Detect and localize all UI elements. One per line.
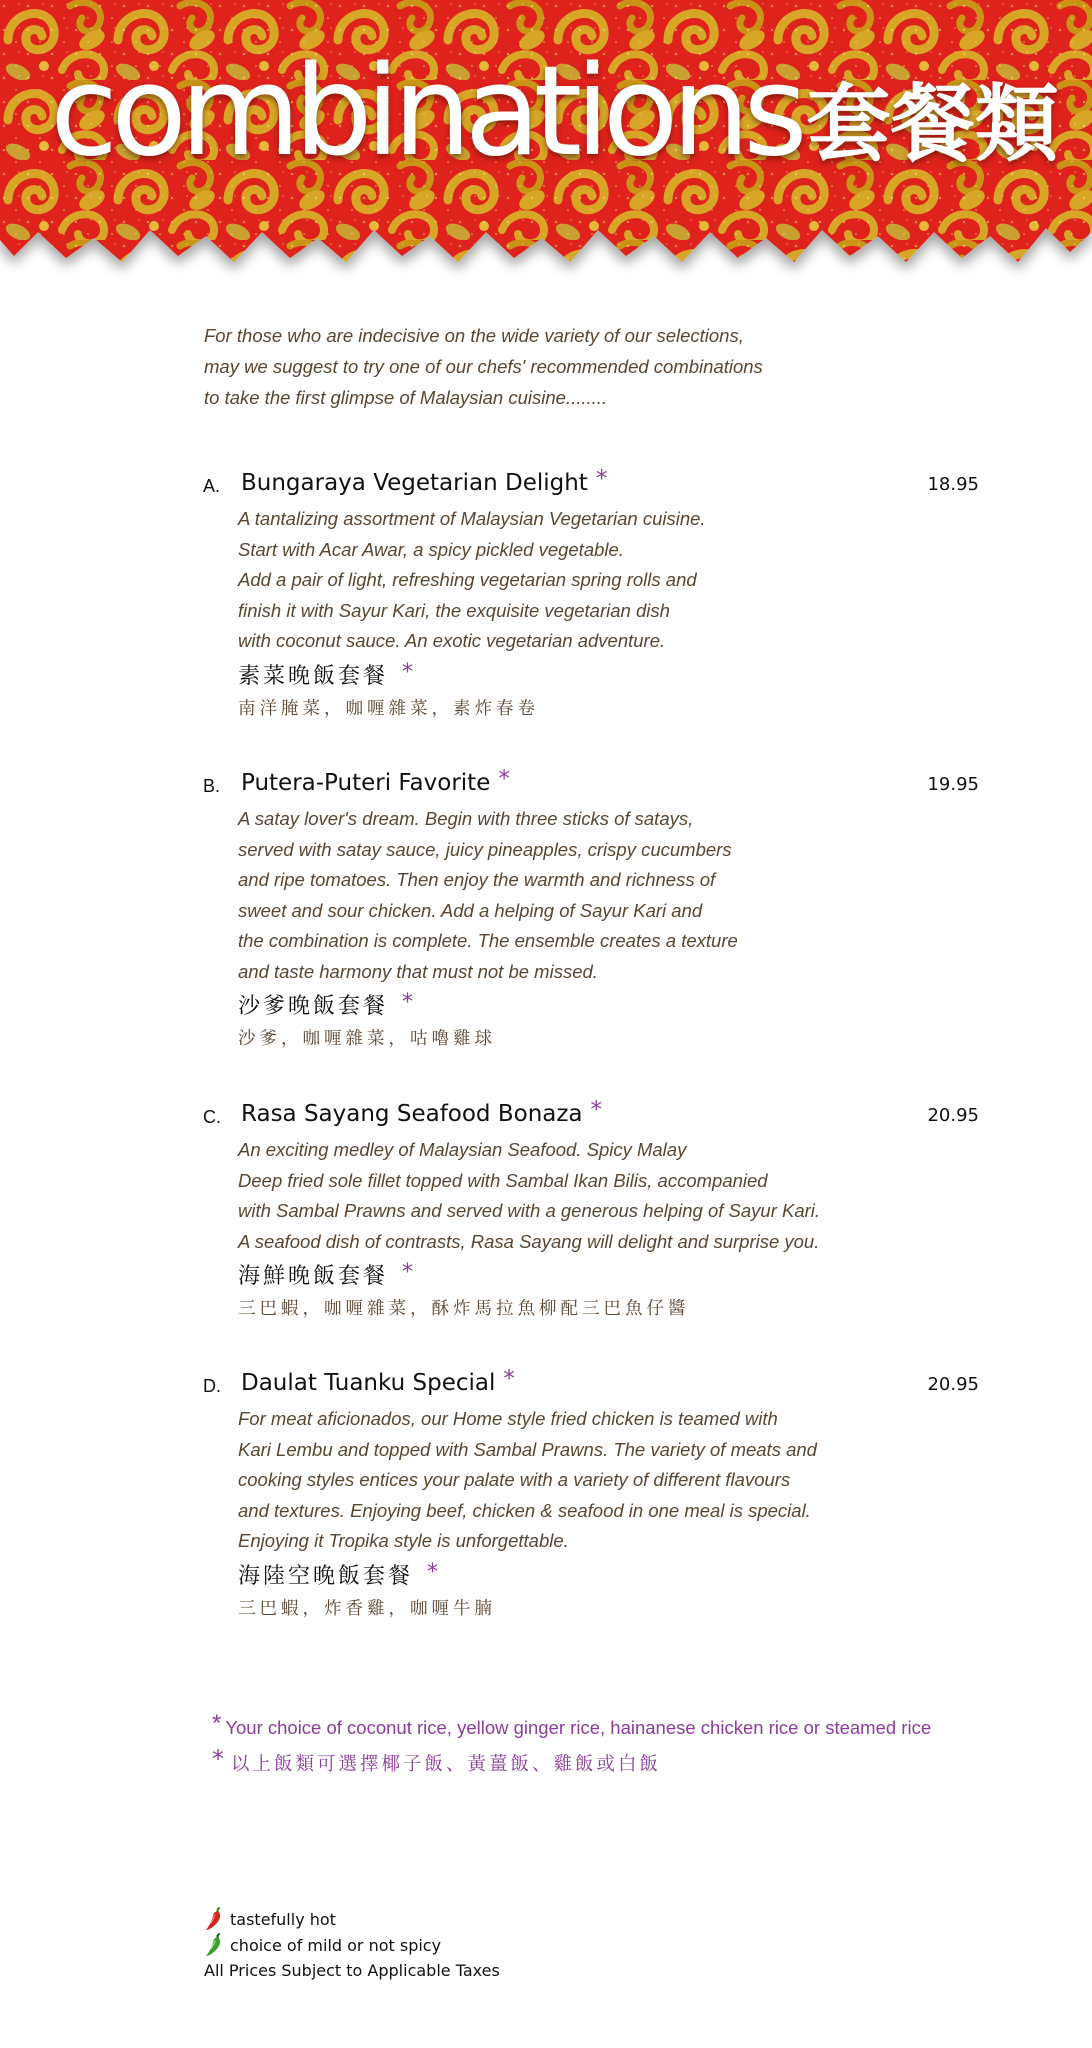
description-line: Start with Acar Awar, a spicy pickled vegetable.	[238, 538, 624, 560]
spice-legend	[204, 1906, 500, 1984]
taxes-note: All Prices Subject to Applicable Taxes	[204, 1961, 500, 1980]
description-line: A tantalizing assortment of Malaysian Vegetarian cuisine.	[238, 508, 706, 529]
intro-line: may we suggest to try one of our chefs' recommended combinations	[204, 356, 763, 377]
chinese-title	[238, 1561, 979, 1593]
description-line: Deep fried sole fillet topped with Sambal Ikan Bilis, accompanied	[238, 1169, 768, 1191]
description-line: Add a pair of light, refreshing vegetarian spring rolls and	[238, 569, 697, 590]
chinese-title-text: 海陸空晚飯套餐	[238, 1563, 414, 1589]
star-marker: *	[427, 1559, 439, 1585]
item-body	[238, 1404, 979, 1625]
item-price: 19.95	[927, 774, 979, 795]
description-line: with Sambal Prawns and served with a generous helping of Sayur Kari.	[238, 1200, 821, 1221]
item-name-text: Putera-Puteri Favorite	[241, 770, 491, 796]
item-letter: D.	[203, 1376, 221, 1396]
banner-title	[50, 34, 1059, 184]
item-price: 20.95	[927, 1374, 979, 1395]
chinese-title	[238, 1261, 979, 1293]
star-marker: *	[595, 466, 608, 492]
chinese-title	[238, 661, 979, 693]
description-line: and ripe tomatoes. Then enjoy the warmth and richness of	[238, 869, 716, 890]
chinese-subtitle: 三巴蝦，咖喱雜菜，酥炸馬拉魚柳配三巴魚仔醬	[238, 1299, 690, 1319]
menu-item-a	[203, 466, 979, 725]
chinese-title-text: 素菜晚飯套餐	[238, 663, 389, 689]
chinese-title-text: 沙爹晚飯套餐	[238, 994, 389, 1019]
intro-line: For those who are indecisive on the wide variety of our selections,	[204, 325, 744, 346]
menu-item-c	[203, 1097, 979, 1325]
item-header	[203, 466, 979, 504]
menu-item-b	[203, 766, 979, 1055]
legend-mild	[204, 1932, 500, 1958]
footnote-english-text: Your choice of coconut rice, yellow ginger rice, hainanese chicken rice or steamed rice	[225, 1717, 932, 1738]
item-letter: C.	[203, 1107, 221, 1127]
description-line: An exciting medley of Malaysian Seafood. Spicy Malay	[238, 1139, 687, 1160]
title-english: combinations	[50, 40, 801, 184]
title-chinese: 套餐類	[806, 75, 1059, 173]
intro-line: to take the first glimpse of Malaysian cuisine........	[204, 387, 608, 408]
item-name-text: Rasa Sayang Seafood Bonaza	[241, 1101, 583, 1127]
star-marker: *	[590, 1097, 603, 1123]
description-line: and textures. Enjoying beef, chicken & seafood in one meal is special.	[238, 1499, 811, 1521]
item-name	[241, 466, 608, 496]
description-line: cooking styles entices your palate with a variety of different flavours	[238, 1469, 791, 1490]
footnote-chinese-text: 以上飯類可選擇椰子飯、黃薑飯、雞飯或白飯	[231, 1754, 662, 1775]
footnote-chinese	[212, 1745, 1072, 1782]
chinese-subtitle: 南洋腌菜，咖喱雜菜，素炸春卷	[238, 698, 539, 719]
description-line: sweet and sour chicken. Add a helping of Sayur Kari and	[238, 899, 703, 921]
chinese-subtitle: 三巴蝦，炸香雞，咖喱牛腩	[238, 1598, 496, 1619]
description-line: Enjoying it Tropika style is unforgettable.	[238, 1530, 569, 1551]
description-line: and taste harmony that must not be missed.	[238, 960, 598, 982]
item-price: 18.95	[927, 474, 979, 495]
star-marker: *	[402, 659, 414, 685]
description-line: served with satay sauce, juicy pineapples, crispy cucumbers	[238, 838, 732, 860]
header-banner	[0, 0, 1092, 290]
green-chili-icon	[204, 1932, 226, 1958]
footnote-english	[212, 1710, 1072, 1745]
legend-hot-label: tastefully hot	[230, 1909, 336, 1929]
star-marker: *	[212, 1710, 222, 1737]
star-marker: *	[498, 766, 510, 792]
red-chili-icon	[204, 1906, 226, 1932]
legend-mild-label: choice of mild or not spicy	[230, 1935, 442, 1955]
menu-item-d	[203, 1366, 979, 1625]
chinese-subtitle: 沙爹，咖喱雜菜，咕嚕雞球	[238, 1029, 496, 1049]
item-name	[241, 1097, 603, 1127]
star-marker: *	[402, 990, 414, 1015]
item-header	[203, 1366, 979, 1404]
star-marker: *	[402, 1260, 414, 1285]
item-name	[241, 1366, 515, 1396]
description-line: A satay lover's dream. Begin with three sticks of satays,	[238, 808, 694, 829]
chinese-title	[238, 991, 979, 1023]
item-header	[203, 1097, 979, 1135]
description-line: A seafood dish of contrasts, Rasa Sayang will delight and surprise you.	[238, 1230, 820, 1252]
star-marker: *	[212, 1745, 227, 1773]
star-marker: *	[503, 1366, 515, 1392]
item-name-text: Daulat Tuanku Special	[241, 1370, 496, 1396]
item-name	[241, 766, 510, 796]
item-letter: A.	[203, 476, 221, 496]
item-name-text: Bungaraya Vegetarian Delight	[241, 470, 588, 496]
chinese-title-text: 海鮮晚飯套餐	[238, 1264, 389, 1289]
description-line: the combination is complete. The ensemble creates a texture	[238, 930, 738, 951]
item-body	[238, 1135, 979, 1325]
legend-hot	[204, 1906, 500, 1932]
item-letter: B.	[203, 776, 221, 796]
intro-paragraph	[204, 320, 864, 413]
description-line: For meat aficionados, our Home style fried chicken is teamed with	[238, 1408, 778, 1429]
item-price: 20.95	[927, 1105, 979, 1126]
description-line: finish it with Sayur Kari, the exquisite vegetarian dish	[238, 599, 670, 621]
rice-choice-footnote	[212, 1710, 1072, 1782]
item-body	[238, 804, 979, 1055]
item-header	[203, 766, 979, 804]
item-body	[238, 504, 979, 725]
description-line: Kari Lembu and topped with Sambal Prawns. The variety of meats and	[238, 1438, 817, 1460]
description-line: with coconut sauce. An exotic vegetarian adventure.	[238, 630, 666, 651]
